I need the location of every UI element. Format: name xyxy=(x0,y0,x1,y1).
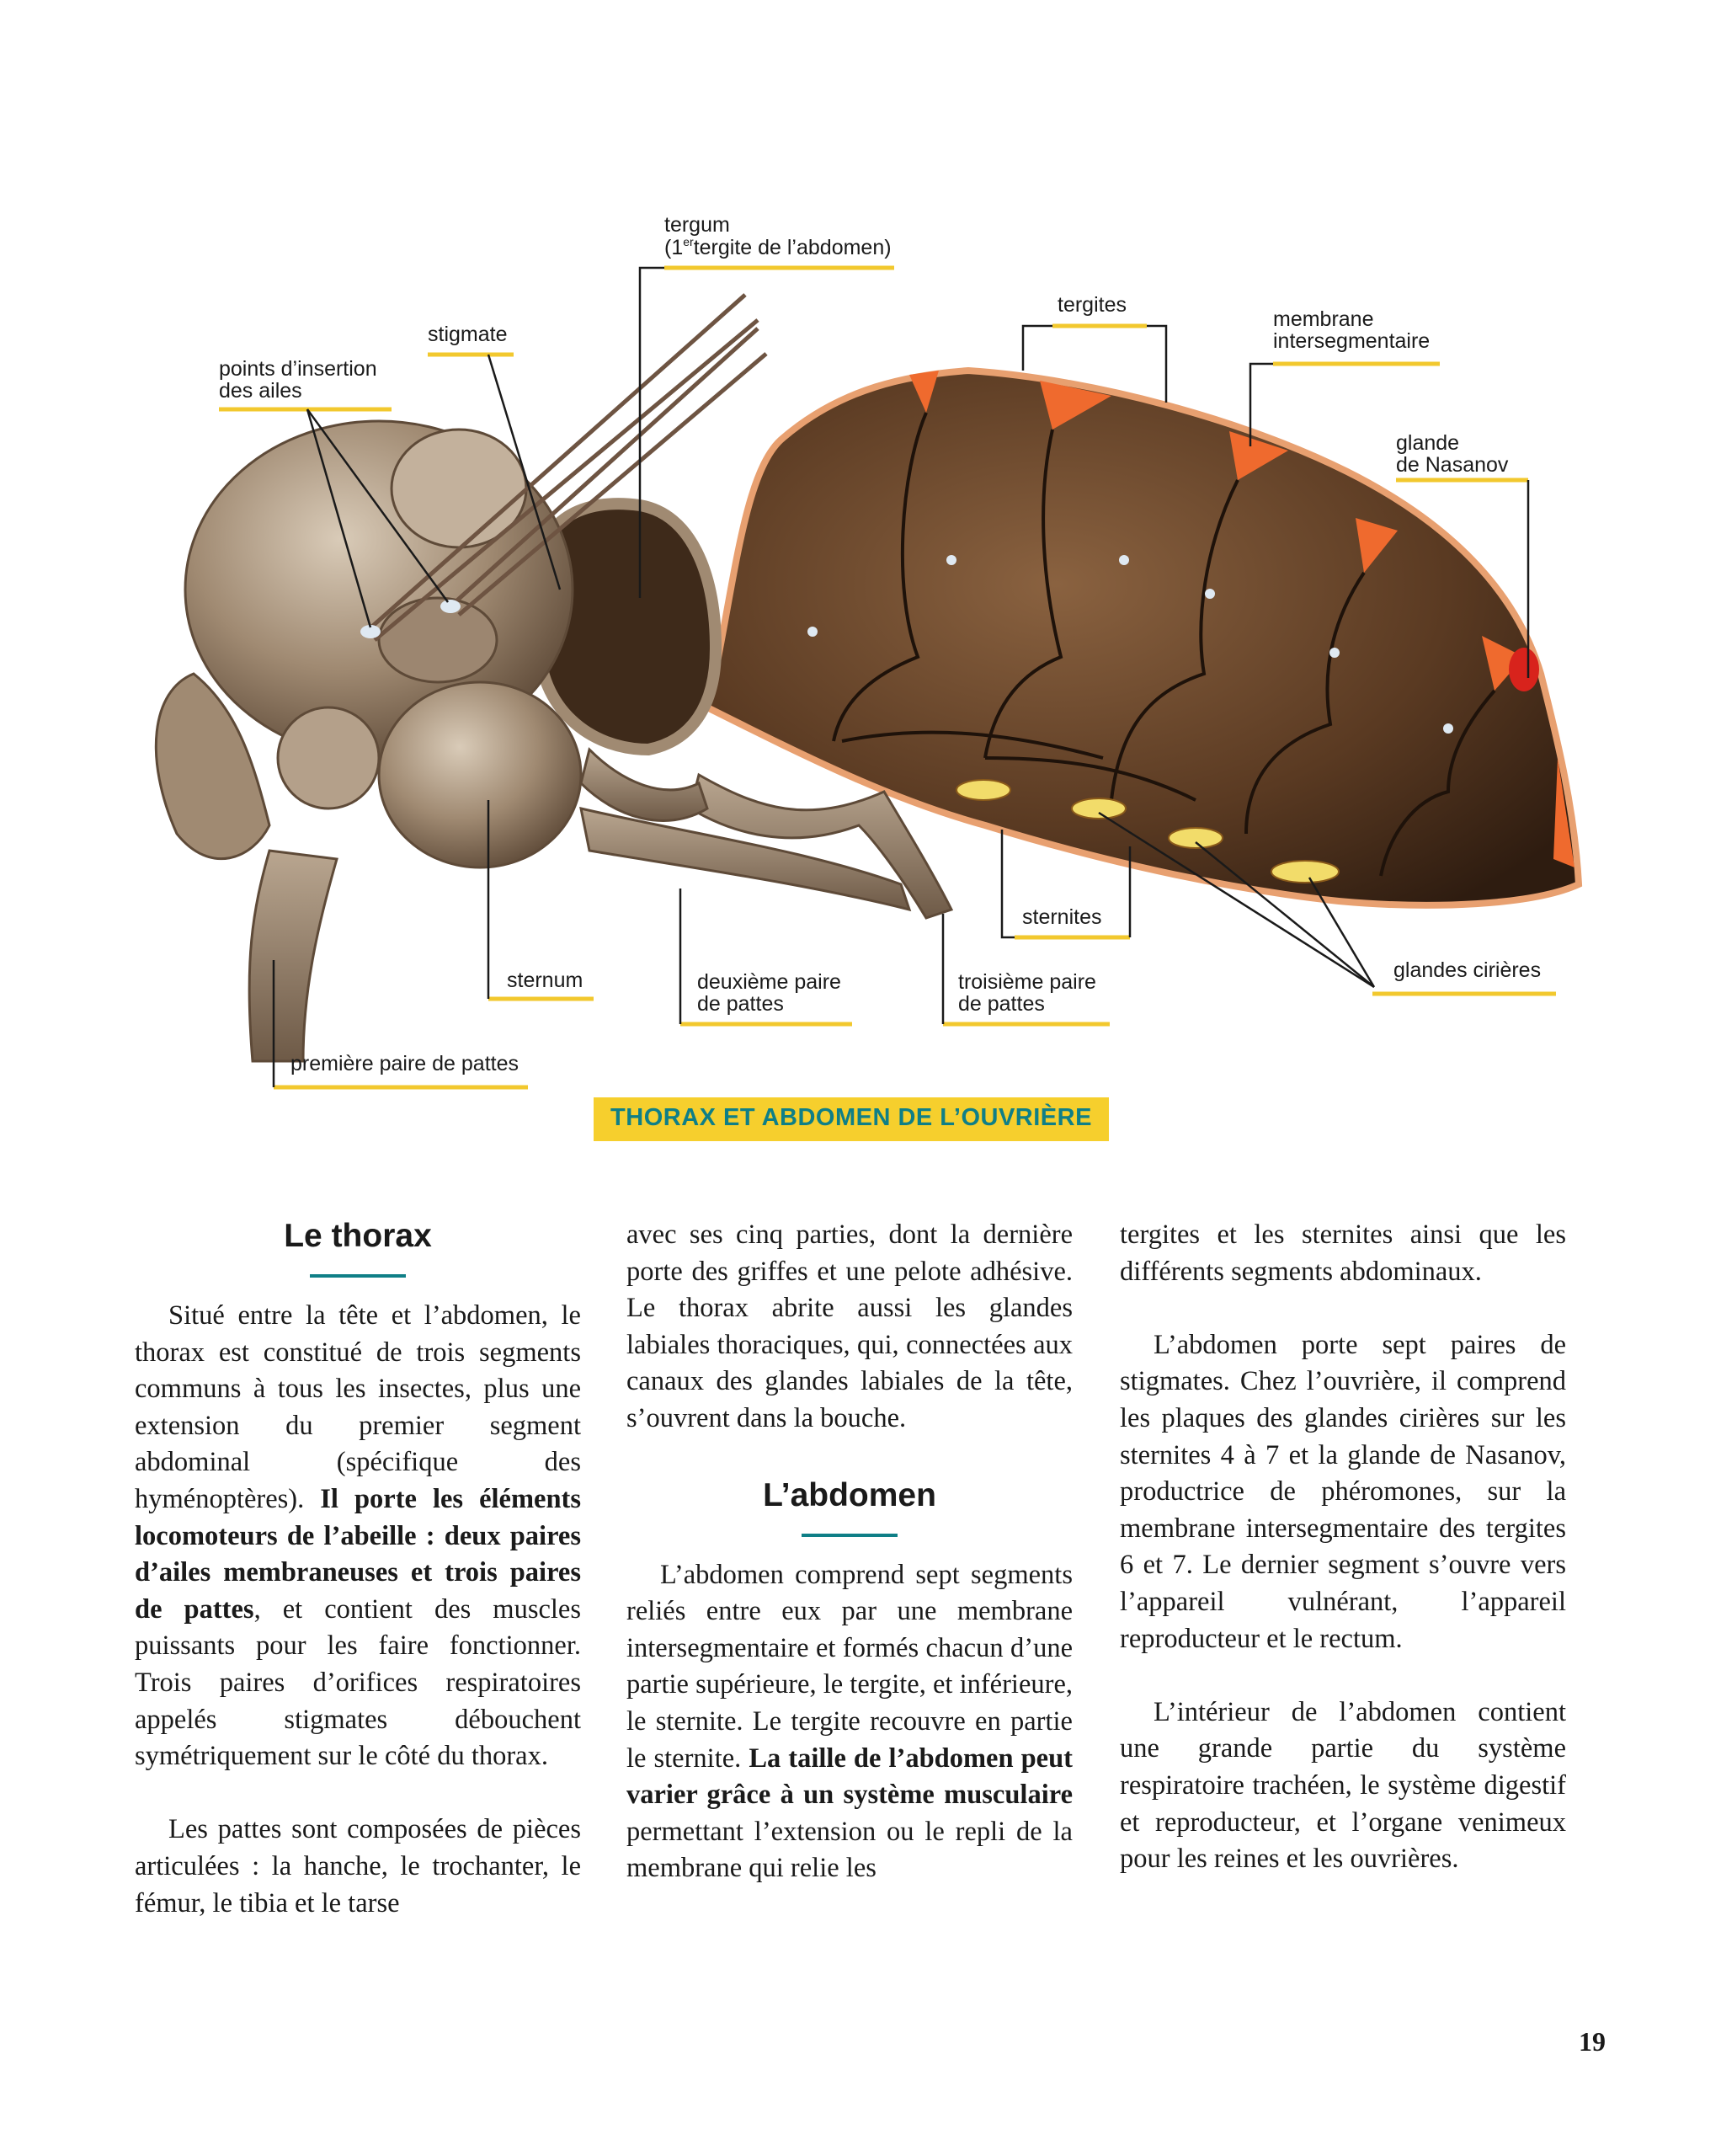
deuxieme-line2: de pattes xyxy=(697,992,784,1016)
label-membrane xyxy=(1250,307,1440,446)
tergites-label: tergites xyxy=(1058,293,1127,317)
thorax-paragraph-2: Les pattes sont composées de pièces articulées : la hanche, le trochanter, le fémur, le tibia et le tarse xyxy=(135,1814,581,1919)
section-title-thorax: Le thorax xyxy=(284,1218,432,1254)
column-2-continuation: avec ses cinq parties, dont la dernière porte des griffes et une pelote adhésive. Le thorax abrite aussi les glandes labiales thoraciques, qui, connectées aux canaux des glandes labiales de la tête, s’ouvrent dans la bouche. xyxy=(626,1219,1073,1433)
membrane-line2: intersegmentaire xyxy=(1273,329,1431,353)
section-title-abdomen: L’abdomen xyxy=(763,1476,936,1513)
label-premiere-paire xyxy=(274,960,528,1087)
label-deuxieme-paire xyxy=(680,889,852,1024)
troisieme-line1: troisième paire xyxy=(958,970,1096,994)
points-line2: des ailes xyxy=(219,379,302,403)
abdomen-paragraph-2: L’abdomen porte sept paires de stigmates. Chez l’ouvrière, il comprend les plaques des glandes cirières sur les sternites 4 à 7 et la glande de Nasanov, productrice de phéromones, sur la membrane intersegmentaire des tergites 6 et 7. Le dernier segment s’ouvre vers l’appareil vulnérant, l’appareil reproducteur et le rectum. xyxy=(1120,1329,1566,1654)
column-1 xyxy=(135,1217,581,1922)
thorax-illustration xyxy=(156,421,581,867)
thorax-paragraph-1: Situé entre la tête et l’abdomen, le thorax est constitué de trois segments communs à tous les insectes, plus une extension du premier segment abdominal (spécifique des hyménoptères). Il porte les éléments locomoteurs de l’abeille : deux paires d’ailes membraneuses et trois paires de pattes, et contient des muscles puissants pour les faire fonctionner. Trois paires d’orifices respiratoires appelés stigmates débouchent symétriquement sur le côté du thorax. xyxy=(135,1300,581,1772)
points-line1: points d’insertion xyxy=(219,357,377,381)
figure-caption xyxy=(594,1097,1109,1141)
title-rule xyxy=(310,1274,406,1278)
page-number: 19 xyxy=(1579,2026,1606,2057)
membrane-line1: membrane xyxy=(1273,307,1374,331)
title-rule xyxy=(802,1534,898,1537)
glande-line2: de Nasanov xyxy=(1396,453,1509,477)
deuxieme-line1: deuxième paire xyxy=(697,970,841,994)
sternum-label: sternum xyxy=(507,969,583,992)
tergum-line1: tergum xyxy=(664,213,730,237)
stigmate-label: stigmate xyxy=(428,323,508,346)
column-3 xyxy=(1120,1217,1566,1878)
nasanov-gland xyxy=(1509,648,1539,691)
sternites-label: sternites xyxy=(1022,905,1102,929)
column-3-continuation: tergites et les sternites ainsi que les différents segments abdominaux. xyxy=(1120,1219,1566,1287)
troisieme-line2: de pattes xyxy=(958,992,1045,1016)
tergum-line2: (1ertergite de l’abdomen) xyxy=(664,235,892,259)
figure-caption-text: THORAX ET ABDOMEN DE L’OUVRIÈRE xyxy=(610,1104,1092,1131)
abdomen-paragraph-3: L’intérieur de l’abdomen contient une grande partie du système respiratoire trachéen, le système digestif et reproducteur, et l’organe venimeux pour les reines et les ouvrières. xyxy=(1120,1696,1566,1875)
premiere-label: première paire de pattes xyxy=(290,1052,519,1075)
glandes-cirieres-label: glandes cirières xyxy=(1393,958,1542,982)
label-troisieme-paire xyxy=(943,914,1110,1024)
glande-line1: glande xyxy=(1396,431,1460,455)
column-2 xyxy=(626,1217,1073,1887)
abdomen-paragraph-1: L’abdomen comprend sept segments reliés entre eux par une membrane intersegmentaire et formés chacun d’une partie supérieure, le tergite, et inférieure, le sternite. Le tergite recouvre en partie le sternite. La taille de l’abdomen peut varier grâce à un système musculaire permettant l’extension ou le repli de la membrane qui relie les xyxy=(626,1559,1073,1884)
